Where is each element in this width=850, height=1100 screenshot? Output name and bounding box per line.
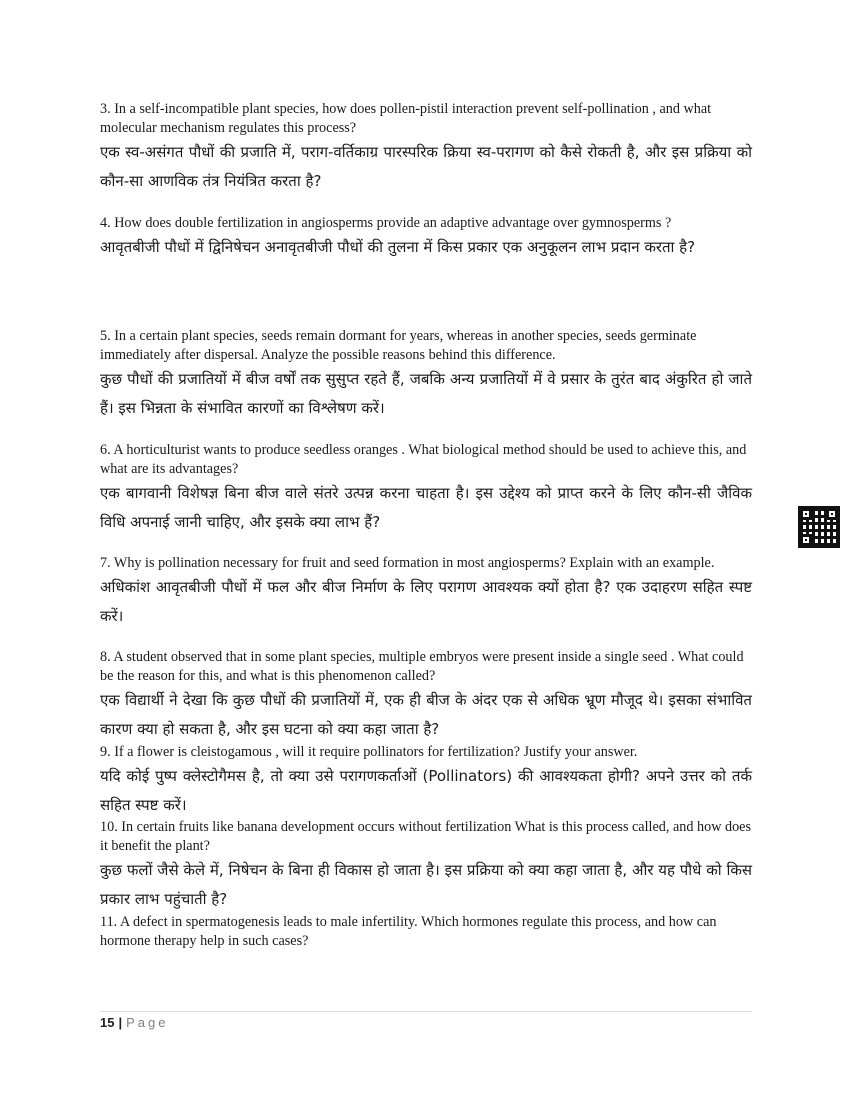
qr-finder-icon bbox=[800, 534, 812, 546]
qr-finder-icon bbox=[800, 508, 812, 520]
page-footer bbox=[100, 1015, 168, 1030]
question-7 bbox=[100, 554, 752, 631]
question-5 bbox=[100, 327, 752, 423]
question-6 bbox=[100, 441, 752, 537]
qr-finder-icon bbox=[826, 508, 838, 520]
question-8 bbox=[100, 648, 752, 744]
question-english: 11. A defect in spermatogenesis leads to male infertility. Which hormones regulate this process, and how can hormone therapy help in such cases? bbox=[100, 914, 717, 949]
question-11 bbox=[100, 913, 752, 951]
footer-separator: | bbox=[118, 1015, 123, 1030]
question-hindi: कुछ फलों जैसे केले में, निषेचन के बिना ही विकास हो जाता है। इस प्रक्रिया को क्या कहा जाता है, और यह पौधे को किस प्रकार लाभ पहुंचाती है? bbox=[100, 861, 752, 908]
question-english: 9. If a flower is cleistogamous , will it require pollinators for fertilization? Justify your answer. bbox=[100, 744, 638, 760]
question-english: 4. How does double fertilization in angiosperms provide an adaptive advantage over gymnosperms ? bbox=[100, 215, 672, 231]
question-hindi: आवृतबीजी पौधों में द्विनिषेचन अनावृतबीजी पौधों की तुलना में किस प्रकार एक अनुकूलन लाभ प्रदान करता है? bbox=[100, 238, 696, 256]
question-hindi: एक बागवानी विशेषज्ञ बिना बीज वाले संतरे उत्पन्न करना चाहता है। इस उद्देश्य को प्राप्त करने के लिए कौन-सी जैविक विधि अपनाई जानी चाहिए, और इसके क्या लाभ हैं? bbox=[100, 484, 752, 531]
question-9 bbox=[100, 743, 752, 820]
question-4 bbox=[100, 214, 752, 262]
question-10 bbox=[100, 818, 752, 914]
page-label: Page bbox=[126, 1015, 169, 1030]
question-english: 8. A student observed that in some plant species, multiple embryos were present inside a single seed . What could be the reason for this, and what is this phenomenon called? bbox=[100, 649, 744, 684]
question-hindi: कुछ पौधों की प्रजातियों में बीज वर्षों तक सुसुप्त रहते हैं, जबकि अन्य प्रजातियों में वे प्रसार के तुरंत बाद अंकुरित हो जाते हैं। इस भिन्नता के संभावित कारणों का विश्लेषण करें। bbox=[100, 370, 752, 417]
question-english: 3. In a self-incompatible plant species, how does pollen-pistil interaction prevent self-pollination , and what molecular mechanism regulates this process? bbox=[100, 101, 712, 136]
page-number: 15 bbox=[100, 1015, 115, 1030]
question-hindi: अधिकांश आवृतबीजी पौधों में फल और बीज निर्माण के लिए परागण आवश्यक क्यों होता है? एक उदाहरण सहित स्पष्ट करें। bbox=[100, 578, 752, 625]
question-hindi: यदि कोई पुष्प क्लेस्टोगैमस है, तो क्या उसे परागणकर्ताओं (Pollinators) की आवश्यकता होगी? अपने उत्तर को तर्क सहित स्पष्ट करें। bbox=[100, 767, 752, 814]
qr-code-icon[interactable] bbox=[798, 506, 840, 548]
question-english: 10. In certain fruits like banana development occurs without fertilization What is this process called, and how does it benefit the plant? bbox=[100, 819, 751, 854]
question-english: 5. In a certain plant species, seeds remain dormant for years, whereas in another species, seeds germinate immediately after dispersal. Analyze the possible reasons behind this difference. bbox=[100, 328, 697, 363]
question-hindi: एक विद्यार्थी ने देखा कि कुछ पौधों की प्रजातियों में, एक ही बीज के अंदर एक से अधिक भ्रूण मौजूद थे। इसका संभावित कारण क्या हो सकता है, और इस घटना को क्या कहा जाता है? bbox=[100, 691, 752, 738]
footer-divider bbox=[100, 1011, 752, 1012]
question-english: 7. Why is pollination necessary for fruit and seed formation in most angiosperms? Explain with an example. bbox=[100, 555, 715, 571]
question-hindi: एक स्व-असंगत पौधों की प्रजाति में, पराग-वर्तिकाग्र पारस्परिक क्रिया स्व-परागण को कैसे रोकती है, और इस प्रक्रिया को कौन-सा आणविक तंत्र नियंत्रित करता है? bbox=[100, 143, 752, 190]
question-3 bbox=[100, 100, 752, 196]
question-english: 6. A horticulturist wants to produce seedless oranges . What biological method should be used to achieve this, and what are its advantages? bbox=[100, 442, 747, 477]
